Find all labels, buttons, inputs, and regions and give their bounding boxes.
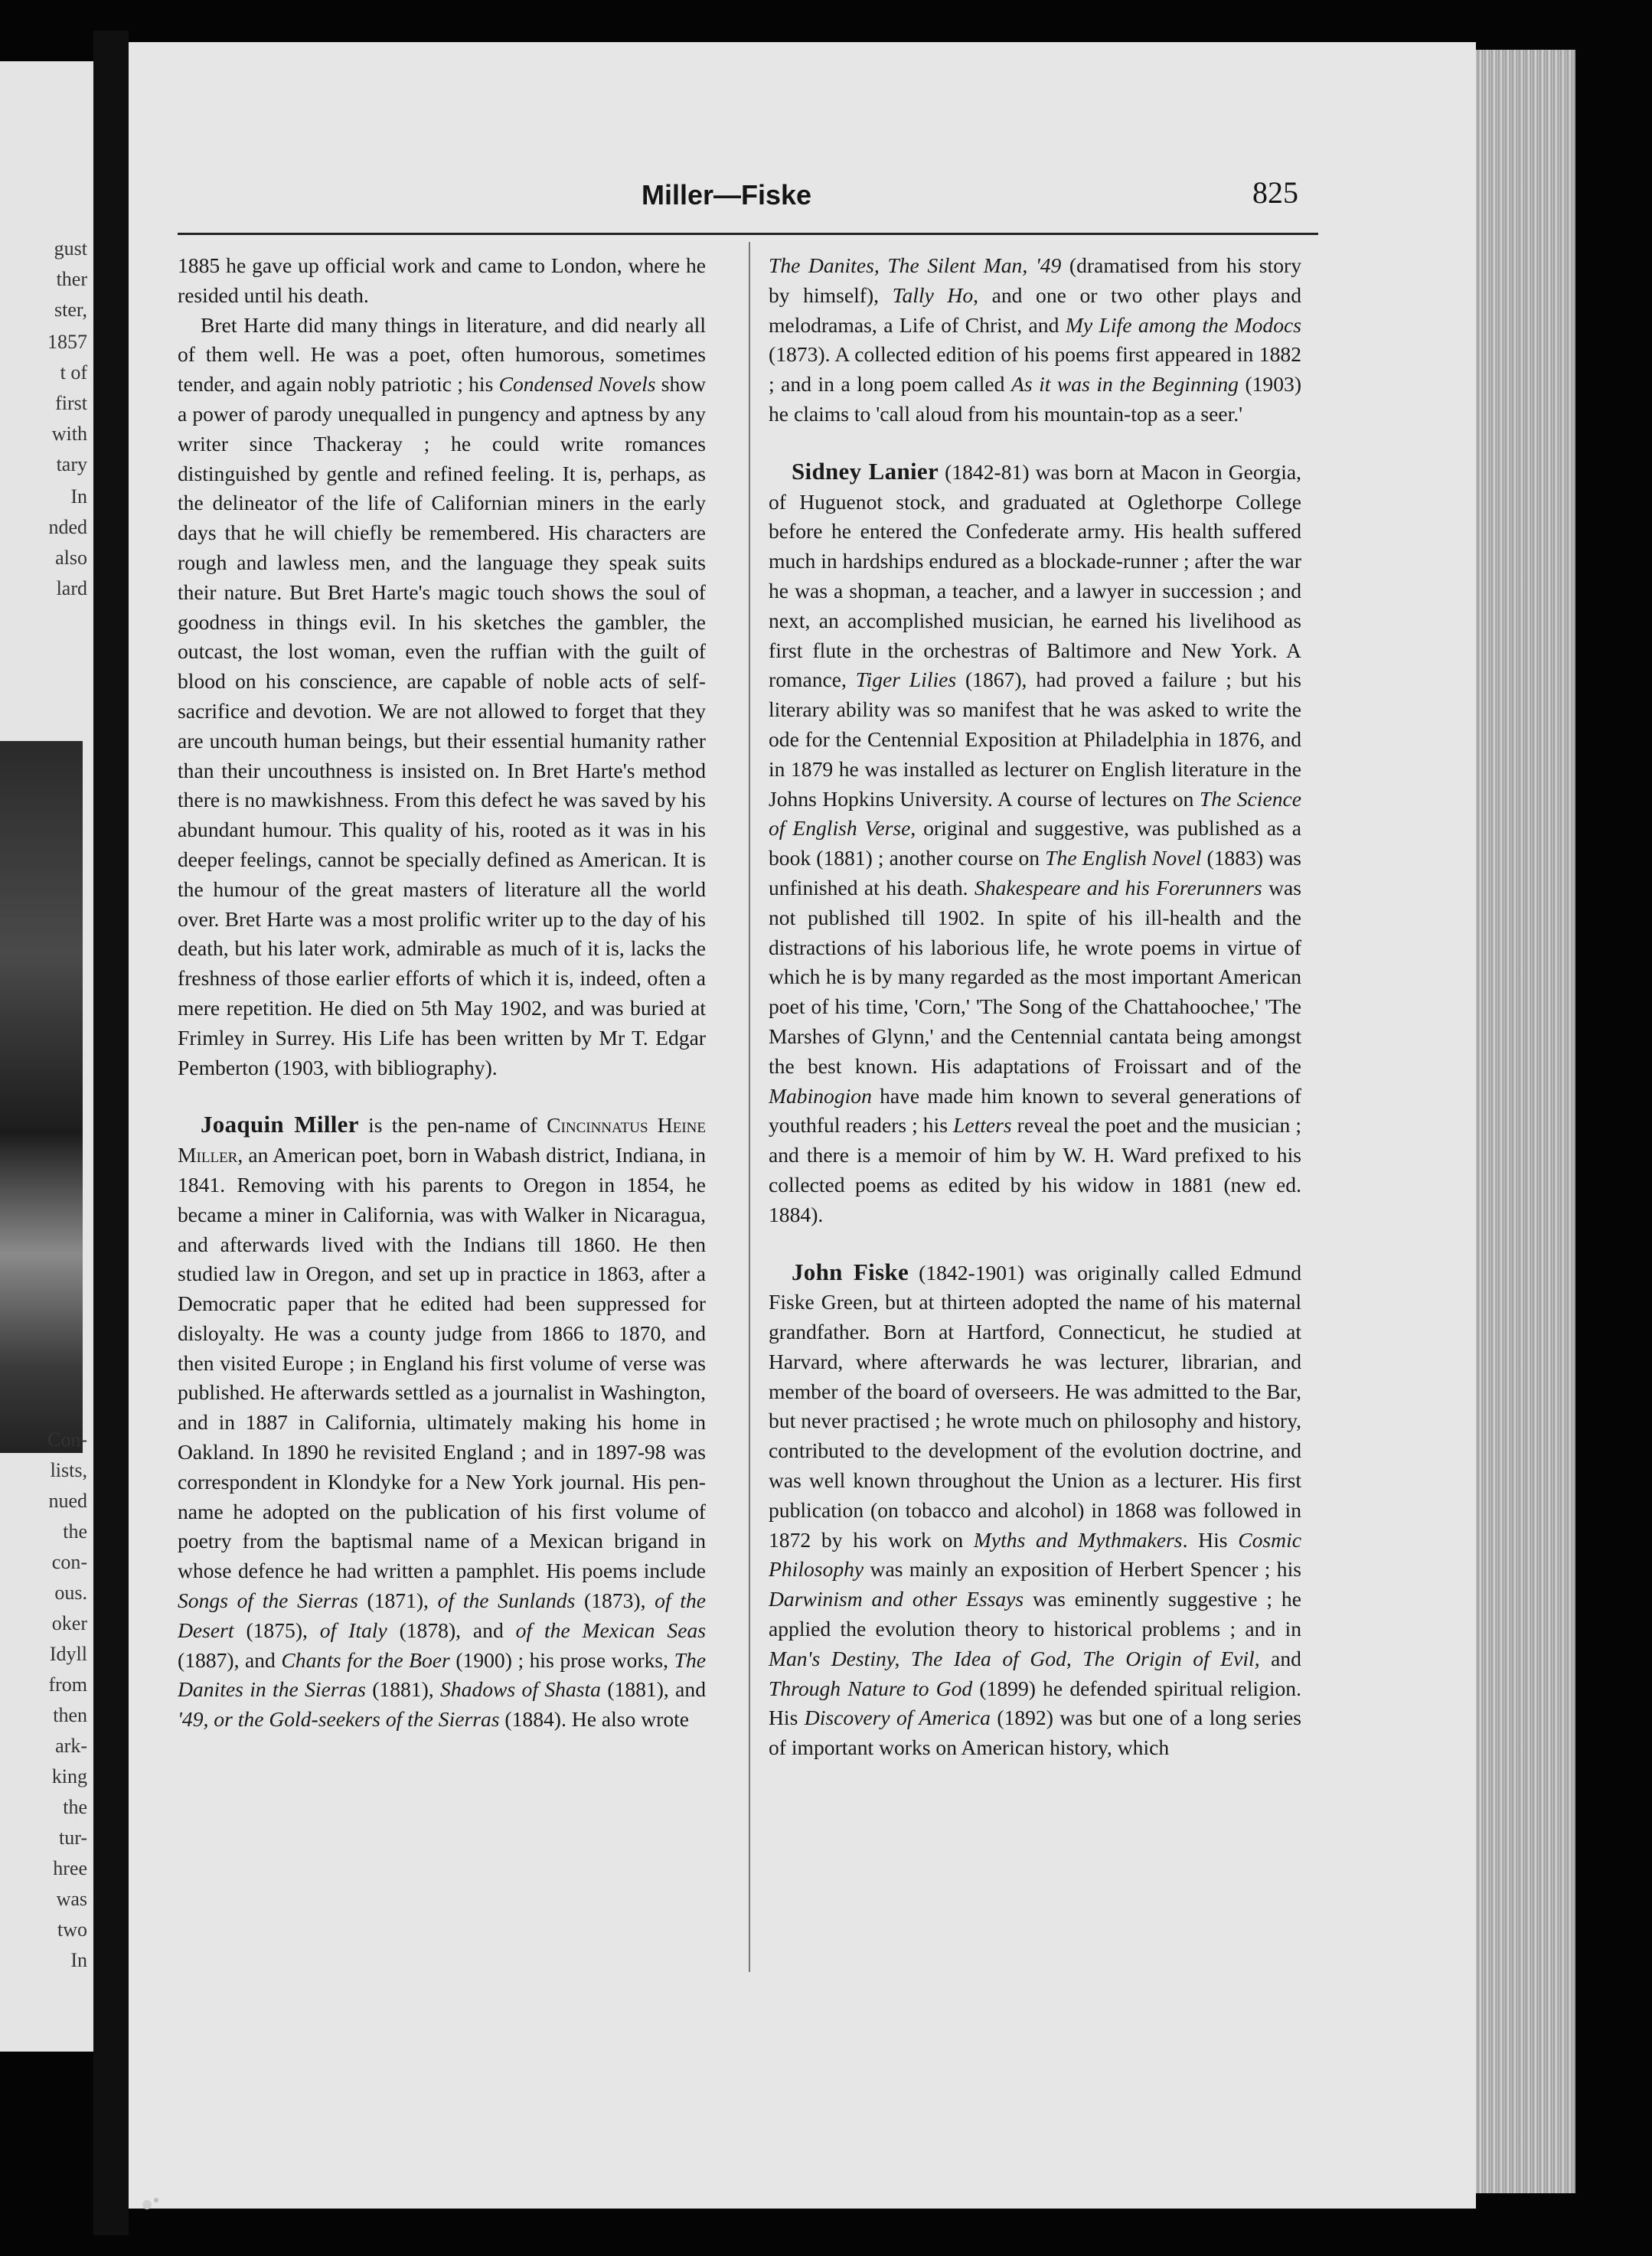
left-column bbox=[178, 251, 706, 1989]
previous-page-fragment bbox=[0, 61, 93, 2052]
previous-page-fragment-line: nued bbox=[48, 1490, 87, 1512]
previous-page-fragment-line: hree bbox=[53, 1857, 87, 1879]
previous-page-fragment-line: ther bbox=[56, 268, 87, 290]
page-edges bbox=[1476, 50, 1575, 2193]
page-number: 825 bbox=[1252, 175, 1298, 210]
entry-heading-lanier: Sidney Lanier bbox=[792, 457, 939, 485]
previous-page-fragment-line: In bbox=[70, 1949, 87, 1971]
right-column bbox=[769, 251, 1301, 1989]
previous-page-fragment-line: oker bbox=[51, 1612, 87, 1634]
previous-page-fragment-line: nded bbox=[48, 516, 87, 538]
previous-page-fragment-line: ster, bbox=[54, 299, 87, 321]
previous-page-fragment-line: the bbox=[63, 1520, 87, 1543]
column-divider bbox=[749, 242, 750, 1972]
paragraph-miller-continued: The Danites, The Silent Man, '49 (dramatised from his story by himself), Tally Ho, and one or two other plays and melodramas, a Life of Christ, and My Life among the Modocs (1873). A collected edition of his poems first appeared in 1882 ; and in a long poem called As it was in the Beginning (1903) he claims to 'call aloud from his mountain-top as a seer.' bbox=[769, 253, 1301, 426]
previous-page-fragment-line: with bbox=[51, 423, 87, 445]
previous-page-fragment-line: con- bbox=[51, 1551, 87, 1573]
previous-page-fragment-line: tary bbox=[56, 453, 87, 475]
previous-page-fragment-line: In bbox=[70, 485, 87, 508]
previous-page-fragment-line: also bbox=[55, 547, 87, 569]
previous-page-fragment-line: from bbox=[48, 1673, 87, 1696]
previous-page-fragment-line: gust bbox=[54, 237, 87, 260]
entry-john-fiske: John Fiske (1842-1901) was originally called Edmund Fiske Green, but at thirteen adopted the name of his maternal grandfather. Born at Hartford, Connecticut, he studied at Harvard, where afterwards he was lecturer, librarian, and member of the board of overseers. He was admitted to the Bar, but never practised ; he wrote much on philosophy and history, contributed to the development of the evolution doctrine, and was well known throughout the Union as a lecturer. His first publication (on tobacco and alcohol) in 1868 was followed in 1872 by his work on Myths and Mythmakers. His Cosmic Philosophy was mainly an exposition of Herbert Spencer ; his Darwinism and other Essays was eminently suggestive ; he applied the evolution theory to historical problems ; and in Man's Destiny, The Idea of God, The Origin of Evil, and Through Nature to God (1899) he defended spiritual religion. His Discovery of America (1892) was but one of a long series of important works on American history, which bbox=[769, 1258, 1301, 1760]
book-gutter bbox=[93, 31, 129, 2235]
entry-heading-miller: Joaquin Miller bbox=[201, 1111, 359, 1138]
scan-dust-mark bbox=[129, 2189, 220, 2220]
previous-page-fragment-line: lard bbox=[56, 577, 87, 599]
paragraph-harte-assessment: Bret Harte did many things in literature, and did nearly all of them well. He was a poet, often humorous, sometimes tender, and again nobly patriotic ; his Condensed Novels show a power of parody unequalled in pungency and aptness by any writer since Thackeray ; he could write romances distinguished by gentle and refined feeling. It is, perhaps, as the delineator of the life of Californian miners in the early days that he will chiefly be remembered. His characters are rough and lawless men, and the language they speak suits their nature. But Bret Harte's magic touch shows the soul of goodness in things evil. In his sketches the gambler, the outcast, the lost woman, even the ruffian with the guilt of blood on his conscience, are capable of noble acts of self-sacrifice and devotion. We are not allowed to forget that they are uncouth human beings, but their essential humanity rather than their uncouthness is insisted on. In Bret Harte's method there is no mawkishness. From this defect he was saved by his abundant humour. This quality of his, rooted as it was in his deeper feelings, cannot be specially defined as American. It is the humour of the great masters of literature all the world over. Bret Harte was a most prolific writer up to the day of his death, but his later work, admirable as much of it is, lacks the freshness of those earlier efforts of which it is, indeed, often a mere repetition. He died on 5th May 1902, and was buried at Frimley in Surrey. His Life has been written by Mr T. Edgar Pemberton (1903, with bibliography). bbox=[178, 312, 706, 1079]
paragraph-harte-end: 1885 he gave up official work and came to London, where he resided until his death. bbox=[178, 253, 706, 307]
previous-page-fragment-line: first bbox=[55, 392, 87, 414]
previous-page-fragment-line: Con- bbox=[47, 1428, 87, 1451]
book-title: Condensed Novels bbox=[498, 372, 656, 397]
entry-sidney-lanier: Sidney Lanier (1842-81) was born at Macon in Georgia, of Huguenot stock, and graduated at Oglethorpe College before he entered the Confederate army. His health suffered much in hardships endured as a blockade-runner ; after the war he was a shopman, a teacher, and a lawyer in succession ; and next, an accomplished musician, he earned his livelihood as first flute in the orchestras of Baltimore and New York. A romance, Tiger Lilies (1867), had proved a failure ; but his literary ability was so manifest that he was asked to write the ode for the Centennial Exposition at Philadelphia in 1876, and in 1879 he was installed as lecturer on English literature in the Johns Hopkins University. A course of lectures on The Science of English Verse, original and suggestive, was published as a book (1881) ; another course on The English Novel (1883) was unfinished at his death. Shakespeare and his Forerunners was not published till 1902. In spite of his ill-health and the distractions of his laborious life, he wrote poems in virtue of which he is by many regarded as the most important American poet of his time, 'Corn,' 'The Song of the Chattahoochee,' 'The Marshes of Glynn,' and the Centennial cantata being amongst the best known. His adaptations of Froissart and of the Mabinogion have made him known to several generations of youthful readers ; his Letters reveal the poet and the musician ; and there is a memoir of him by W. H. Ward prefixed to his collected poems as edited by his widow in 1881 (new ed. 1884). bbox=[769, 457, 1301, 1226]
previous-page-illustration bbox=[0, 741, 83, 1453]
previous-page-fragment-line: two bbox=[57, 1918, 87, 1941]
previous-page-fragment-line: ark- bbox=[55, 1735, 87, 1757]
entry-joaquin-miller: Joaquin Miller is the pen-name of Cincinnatus Heine Miller, an American poet, born in Wabash district, Indiana, in 1841. Removing with his parents to Oregon in 1854, he became a miner in California, was with Walker in Nicaragua, and afterwards lived with the Indians till 1860. He then studied law in Oregon, and set up in practice in 1863, after a Democratic paper that he edited had been suppressed for disloyalty. He was a county judge from 1866 to 1870, and then visited Europe ; in England his first volume of verse was published. He afterwards settled as a journalist in Washington, and in 1887 in California, ultimately making his home in Oakland. In 1890 he revisited England ; and in 1897-98 was correspondent in Klondyke for a New York journal. His pen-name he adopted on the publication of his first volume of poetry from the baptismal name of a Mexican brigand in whose defence he had written a pamphlet. His poems include Songs of the Sierras (1871), of the Sunlands (1873), of the Desert (1875), of Italy (1878), and of the Mexican Seas (1887), and Chants for the Boer (1900) ; his prose works, The Danites in the Sierras (1881), Shadows of Shasta (1881), and '49, or the Gold-seekers of the Sierras (1884). He also wrote bbox=[178, 1111, 706, 1732]
previous-page-fragment-line: king bbox=[51, 1765, 87, 1787]
entry-heading-fiske: John Fiske bbox=[792, 1258, 909, 1285]
previous-page-fragment-line: Idyll bbox=[49, 1643, 87, 1665]
header-rule bbox=[178, 233, 1318, 235]
previous-page-fragment-line: then bbox=[53, 1704, 87, 1726]
previous-page-fragment-line: 1857 bbox=[47, 331, 87, 353]
previous-page-fragment-line: tur- bbox=[58, 1827, 87, 1849]
previous-page-fragment-line: ous. bbox=[54, 1582, 87, 1604]
running-head: Miller—Fiske bbox=[642, 179, 812, 211]
previous-page-fragment-line: lists, bbox=[50, 1459, 87, 1481]
previous-page-fragment-line: was bbox=[56, 1888, 87, 1910]
previous-page-fragment-line: t of bbox=[60, 361, 87, 384]
previous-page-fragment-line: the bbox=[63, 1796, 87, 1818]
